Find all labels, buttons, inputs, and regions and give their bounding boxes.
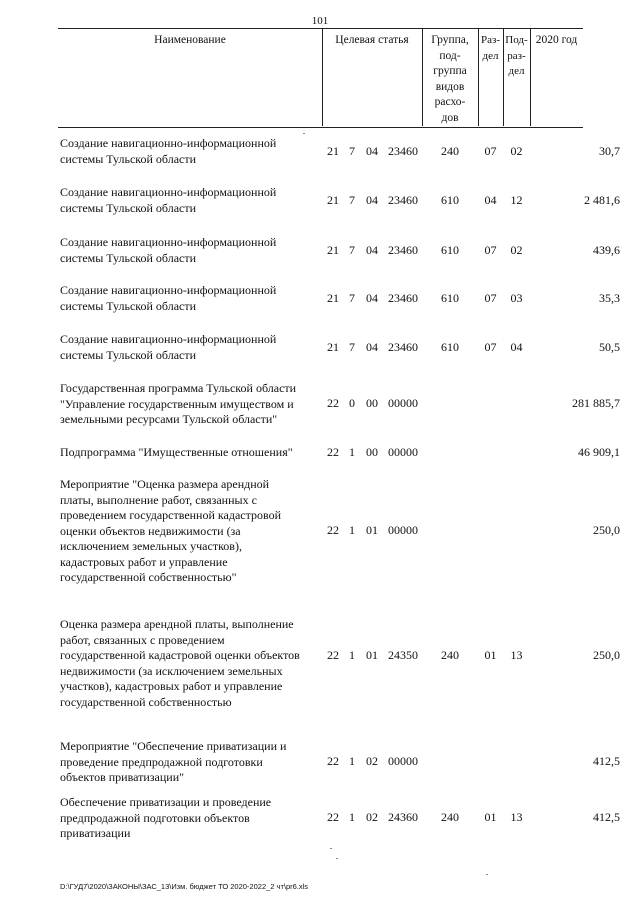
target-direction-code: 23460 (388, 144, 418, 158)
target-subprogram-code: 1 (349, 445, 355, 459)
target-direction-code: 00000 (388, 396, 418, 410)
target-event-code: 00 (366, 396, 378, 410)
target-direction-code: 23460 (388, 291, 418, 305)
header-target-article: Целевая статья (335, 34, 409, 46)
section-code: 07 (484, 340, 497, 354)
subsection-code: 13 (510, 648, 523, 662)
target-event-code: 01 (366, 648, 378, 662)
row-name: Мероприятие "Обеспечение приватизации и проведение предпродажной подготовки объектов приватизации" (60, 739, 287, 784)
section-code: 01 (484, 648, 497, 662)
section-code: 01 (484, 810, 497, 824)
target-subprogram-code: 0 (349, 396, 355, 410)
file-path-footer: D:\ГУД7\2020\ЗАКОНЫ\ЗАС_13\Изм. бюджет ТО 2020-2022_2 чт\pr6.xls (60, 882, 309, 891)
expense-group-code: 610 (441, 243, 459, 257)
subsection-code: 02 (510, 144, 523, 158)
scan-speck (303, 133, 305, 134)
target-subprogram-code: 7 (349, 243, 355, 257)
row-amount: 412,5 (593, 754, 620, 768)
target-direction-code: 24350 (388, 648, 418, 662)
row-name: Мероприятие "Оценка размера арендной платы, выполнение работ, связанных с проведением государственной кадастровой оценки объектов недвижимости (за исключением земельных участков), кадастровых работ и управление государственной собственностью" (60, 477, 282, 584)
target-program-code: 22 (327, 523, 339, 537)
target-direction-code: 00000 (388, 445, 418, 459)
row-amount: 250,0 (593, 523, 620, 537)
row-amount: 439,6 (593, 243, 620, 257)
target-event-code: 04 (366, 193, 378, 207)
expense-group-code: 240 (441, 810, 459, 824)
target-direction-code: 23460 (388, 193, 418, 207)
row-amount: 46 909,1 (578, 445, 620, 459)
page-number: 101 (311, 15, 329, 27)
row-name: Создание навигационно-информационной системы Тульской области (60, 136, 277, 166)
target-subprogram-code: 7 (349, 144, 355, 158)
target-program-code: 21 (327, 243, 339, 257)
header-section: Раз- дел (480, 34, 500, 62)
target-subprogram-code: 7 (349, 291, 355, 305)
scan-speck (330, 848, 332, 849)
row-name: Государственная программа Тульской области "Управление государственным имуществом и земельными ресурсами Тульской области" (60, 381, 297, 426)
row-name: Создание навигационно-информационной системы Тульской области (60, 235, 277, 265)
section-code: 07 (484, 144, 497, 158)
target-program-code: 22 (327, 445, 339, 459)
target-program-code: 22 (327, 810, 339, 824)
section-code: 04 (484, 193, 497, 207)
target-subprogram-code: 1 (349, 754, 355, 768)
row-amount: 412,5 (593, 810, 620, 824)
target-subprogram-code: 1 (349, 648, 355, 662)
section-code: 07 (484, 243, 497, 257)
header-expense-group: Группа, под- группа видов расхо- дов (431, 34, 469, 124)
expense-group-code: 610 (441, 291, 459, 305)
subsection-code: 12 (510, 193, 523, 207)
target-subprogram-code: 7 (349, 193, 355, 207)
row-name: Создание навигационно-информационной системы Тульской области (60, 185, 277, 215)
row-amount: 35,3 (599, 291, 620, 305)
target-program-code: 22 (327, 396, 339, 410)
target-event-code: 04 (366, 340, 378, 354)
expense-group-code: 610 (441, 193, 459, 207)
target-event-code: 04 (366, 291, 378, 305)
row-name: Создание навигационно-информационной системы Тульской области (60, 283, 277, 313)
row-name: Оценка размера арендной платы, выполнение работ, связанных с проведением государственной кадастровой оценки объектов недвижимости (за исключением земельных участков), кадастровых работ и управление государственной собственностью (60, 617, 300, 709)
target-event-code: 02 (366, 810, 378, 824)
target-event-code: 04 (366, 144, 378, 158)
expense-group-code: 240 (441, 144, 459, 158)
target-direction-code: 00000 (388, 754, 418, 768)
subsection-code: 02 (510, 243, 523, 257)
target-program-code: 21 (327, 291, 339, 305)
row-name: Создание навигационно-информационной системы Тульской области (60, 332, 277, 362)
target-subprogram-code: 1 (349, 810, 355, 824)
target-program-code: 22 (327, 648, 339, 662)
subsection-code: 13 (510, 810, 523, 824)
target-event-code: 00 (366, 445, 378, 459)
header-year: 2020 год (535, 34, 578, 46)
subsection-code: 03 (510, 291, 523, 305)
target-program-code: 21 (327, 340, 339, 354)
row-amount: 250,0 (593, 648, 620, 662)
target-direction-code: 23460 (388, 340, 418, 354)
row-name: Подпрограмма "Имущественные отношения" (60, 445, 293, 459)
target-direction-code: 24360 (388, 810, 418, 824)
scan-speck (486, 874, 488, 875)
target-subprogram-code: 7 (349, 340, 355, 354)
subsection-code: 04 (510, 340, 523, 354)
header-name: Наименование (154, 34, 226, 46)
section-code: 07 (484, 291, 497, 305)
row-amount: 281 885,7 (572, 396, 620, 410)
target-direction-code: 00000 (388, 523, 418, 537)
expense-group-code: 610 (441, 340, 459, 354)
target-program-code: 21 (327, 144, 339, 158)
row-name: Обеспечение приватизации и проведение предпродажной подготовки объектов приватизации (60, 795, 272, 840)
row-amount: 50,5 (599, 340, 620, 354)
target-subprogram-code: 1 (349, 523, 355, 537)
header-subsection: Под- раз- дел (505, 34, 528, 77)
target-direction-code: 23460 (388, 243, 418, 257)
target-program-code: 22 (327, 754, 339, 768)
scan-speck (336, 858, 338, 859)
row-amount: 2 481,6 (584, 193, 620, 207)
target-event-code: 02 (366, 754, 378, 768)
expense-group-code: 240 (441, 648, 459, 662)
target-event-code: 01 (366, 523, 378, 537)
row-amount: 30,7 (599, 144, 620, 158)
target-program-code: 21 (327, 193, 339, 207)
target-event-code: 04 (366, 243, 378, 257)
